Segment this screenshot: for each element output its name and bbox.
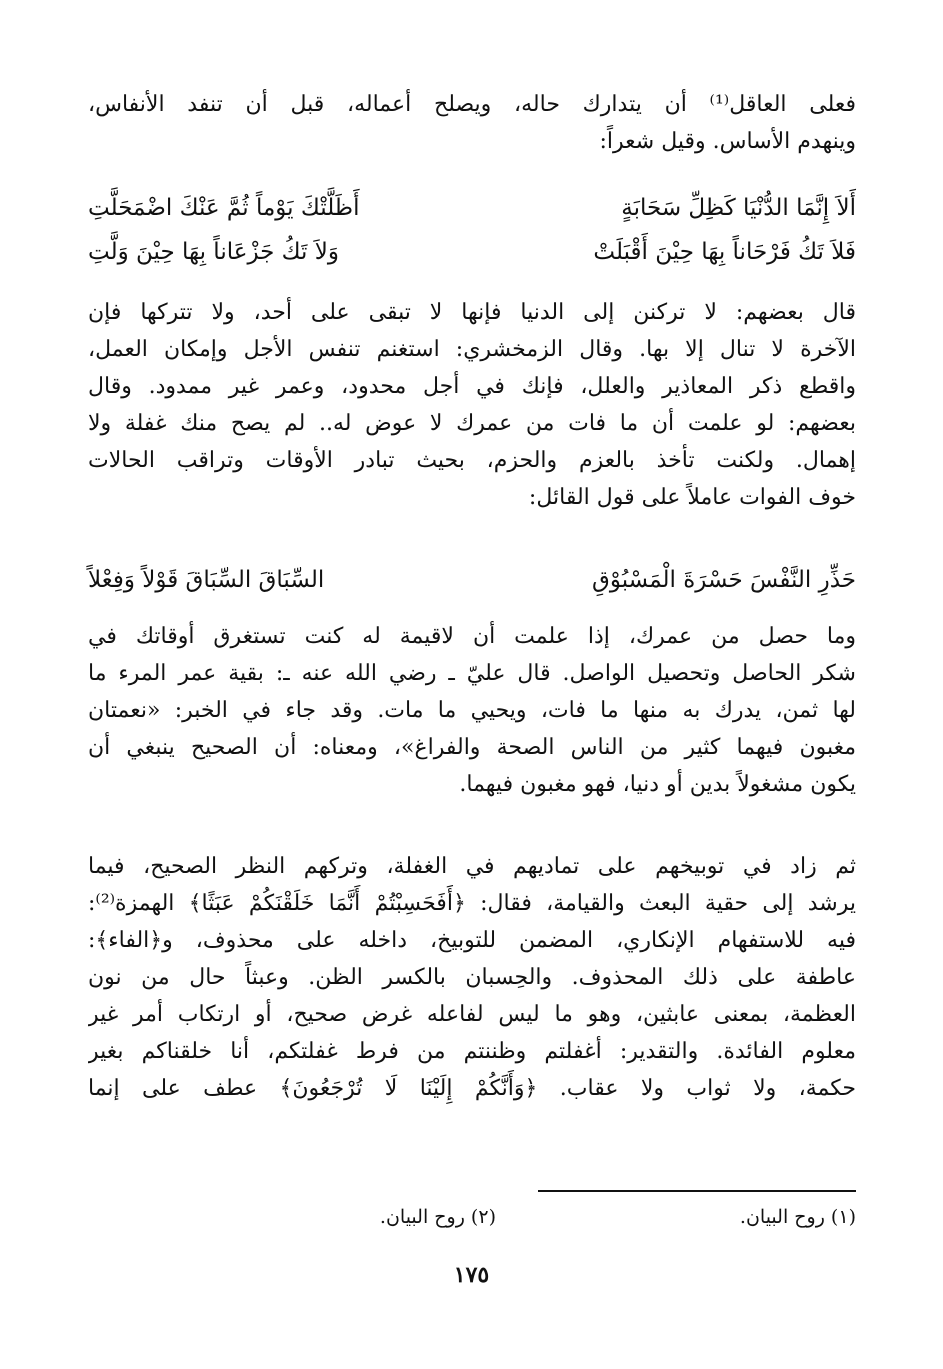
text-line: قال بعضهم: لا تركنن إلى الدنيا فإنها لا تبقى على أحد، ولا تتركها فإن <box>88 300 856 325</box>
footnote-separator <box>538 1190 856 1192</box>
paragraph-4 <box>88 848 856 1107</box>
footnote-2: (٢) روح البيان. <box>379 1206 496 1228</box>
verse-hemistich-left: وَلاَ تَكُ جَزْعَاناً بِهَا حِيْنَ وَلَّتِ <box>88 239 339 265</box>
paragraph-3 <box>88 618 856 803</box>
text-line: معلوم الفائدة. والتقدير: أغفلتم وظننتم من فرط غفلتكم، أنا خلقناكم بغير <box>88 1039 856 1064</box>
verse-block-2 <box>88 558 856 602</box>
text-line: يرشد إلى حقية البعث والقيامة، فقال: ﴿أَفَحَسِبْتُمْ أَنَّمَا خَلَقْنَكُمْ عَبَثًا﴾ الهمزة⁽²⁾: <box>88 891 856 916</box>
text-line: العظمة، بمعنى عابثين، وهو ما ليس لفاعله غرض صحيح، أو ارتكاب أمر غير <box>88 1002 856 1027</box>
text-line: شكر الحاصل وتحصيل الواصل. قال عليّ ـ رضي الله عنه ـ: بقية عمر المرء ما <box>88 661 856 686</box>
text-line: الآخرة لا تنال إلا بها. وقال الزمخشري: استغنم تنفس الأجل وإمكان العمل، <box>88 337 856 362</box>
text-line: فعلى العاقل⁽¹⁾ أن يتدارك حاله، ويصلح أعماله، قبل أن تنفد الأنفاس، <box>88 92 856 117</box>
verse-block-1 <box>88 186 856 274</box>
verse-hemistich-right: السِّبَاقَ السِّبَاقَ قَوْلاً وَفِعْلاً <box>88 567 325 593</box>
paragraph-1 <box>88 86 856 160</box>
text-line: وما حصل من عمرك، إذا علمت أن لاقيمة له كنت تستغرق أوقاتك في <box>88 624 856 649</box>
text-line: حكمة، ولا ثواب ولا عقاب. ﴿وَأَنَّكُمْ إِلَيْنَا لَا تُرْجَعُونَ﴾ عطف على إنما <box>88 1076 856 1101</box>
text-line: عاطفة على ذلك المحذوف. والحِسبان بالكسر الظن. وعبثاً حال من نون <box>88 965 856 990</box>
text-line: وينهدم الأساس. وقيل شعراً: <box>599 129 856 154</box>
verse-line <box>88 186 856 230</box>
verse-hemistich-right: أَلاَ إِنَّمَا الدُّنْيَا كَظِلِّ سَحَابَةٍ <box>621 195 856 221</box>
text-line: مغبون فيهما كثير من الناس الصحة والفراغ»، ومعناه: أن الصحيح ينبغي أن <box>88 735 856 760</box>
text-line: لها ثمن، يدرك به منها ما فات، ويحيي ما مات. وقد جاء في الخبر: «نعمتان <box>88 698 856 723</box>
verse-line <box>88 230 856 274</box>
page-number: ١٧٥ <box>453 1262 490 1288</box>
text-line: فيه للاستفهام الإنكاري، المضمن للتوبيخ، داخله على محذوف، و﴿الفاء﴾: <box>88 928 856 953</box>
text-line: يكون مشغولاً بدين أو دنيا، فهو مغبون فيهما. <box>459 772 856 797</box>
paragraph-2 <box>88 294 856 516</box>
text-line: بعضهم: لو علمت أن ما فات من عمرك لا عوض له.. لم يصح منك غفلة ولا <box>88 411 856 436</box>
text-line: إهمال. ولكنت تأخذ بالعزم والحزم، بحيث تبادر الأوقات وتراقب الحالات <box>88 448 856 473</box>
verse-hemistich-left: حَذِّرِ النَّفْسَ حَسْرَةَ الْمَسْبُوْقِ <box>592 567 856 593</box>
text-line: ثم زاد في توبيخهم على تماديهم في الغفلة، وتركهم النظر الصحيح، فيما <box>88 854 856 879</box>
verse-line <box>88 558 856 602</box>
text-line: خوف الفوات عاملاً على قول القائل: <box>528 485 856 510</box>
text-line: واقطع ذكر المعاذير والعلل، فإنك في أجل محدود، وعمر غير ممدود. وقال <box>88 374 856 399</box>
footnote-1: (١) روح البيان. <box>739 1206 856 1228</box>
verse-hemistich-right: فَلاَ تَكُ فَرْحَاناً بِهَا حِيْنَ أَقْبَلَتْ <box>593 239 856 265</box>
verse-hemistich-left: أَظَلَّتْكَ يَوْماً ثُمَّ عَنْكَ اضْمَحَلَّتِ <box>88 195 360 221</box>
